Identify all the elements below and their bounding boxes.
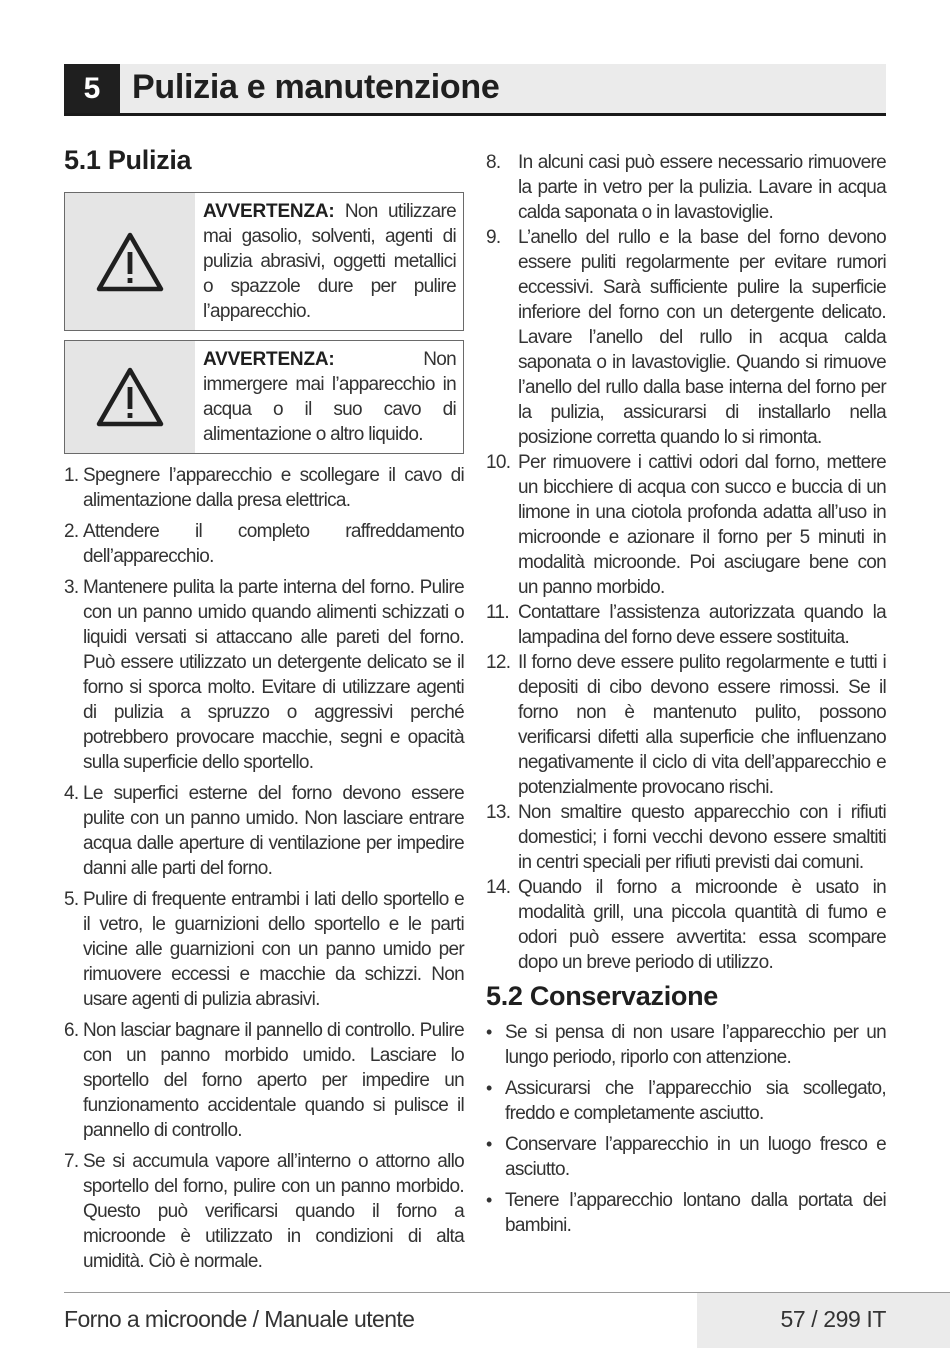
- warning-label: AVVERTENZA:: [203, 349, 335, 370]
- item-number: 7.: [64, 1151, 79, 1172]
- left-column: [64, 145, 464, 1274]
- bullet-icon: •: [486, 1134, 492, 1154]
- warning-text: [195, 341, 463, 453]
- chapter-number: 5: [64, 64, 120, 113]
- item-text: Il forno deve essere pulito regolarmente e tutti i depositi di cibo devono essere rimossi. Se il forno non è mantenuto pulito, possono verificarsi difetti alla superficie che influenzano negativamente il ciclo di vita dell’apparecchio e potenzialmente provocano rischi.: [518, 652, 886, 798]
- list-item: [486, 650, 886, 800]
- chapter-title: Pulizia e manutenzione: [132, 68, 500, 106]
- list-item: [64, 575, 464, 775]
- bullet-icon: •: [486, 1190, 492, 1210]
- list-item: [486, 1188, 886, 1238]
- item-text: Conservare l’apparecchio in un luogo fresco e asciutto.: [505, 1134, 886, 1180]
- item-text: Se si accumula vapore all’interno o attorno allo sportello del forno, pulire con un panno morbido. Questo può verificarsi quando il forno a microonde è utilizzato in condizioni di alta umidità. Ciò è normale.: [83, 1151, 464, 1272]
- chapter-header: [64, 64, 886, 116]
- list-item: [486, 225, 886, 450]
- storage-bullet-list: [486, 1020, 886, 1238]
- footer-document-title: Forno a microonde / Manuale utente: [64, 1306, 415, 1332]
- bullet-icon: •: [486, 1078, 492, 1098]
- warning-box: [64, 340, 464, 454]
- item-text: Per rimuovere i cattivi odori dal forno, mettere un bicchiere di acqua con succo e buccia di un limone in una ciotola profonda adatta all’uso in microonde e azionare il forno per 5 minuti in modalità microonde. Poi asciugare bene con un panno morbido.: [518, 452, 886, 598]
- list-item: [64, 887, 464, 1012]
- item-number: 4.: [64, 783, 79, 804]
- list-item: [486, 600, 886, 650]
- item-number: 10.: [486, 452, 511, 473]
- item-text: Mantenere pulita la parte interna del forno. Pulire con un panno umido quando alimenti schizzati o liquidi versati si attaccano alle pareti del forno. Può essere utilizzato un detergente delicato se il forno si sporca molto. Evitare di utilizzare agenti di pulizia a spruzzo o aggressivi perché potrebbero provocare macchie, segni e opacità sulla superficie dello sportello.: [83, 577, 464, 773]
- item-number: 13.: [486, 802, 511, 823]
- list-item: [486, 150, 886, 225]
- list-item: [64, 1149, 464, 1274]
- item-text: Non lasciar bagnare il pannello di controllo. Pulire con un panno morbido umido. Lasciare lo sportello del forno aperto per impedire un funzionamento accidentale quando si pulisce il pannello di controllo.: [83, 1020, 464, 1141]
- warning-message: Non immergere mai l’apparecchio in acqua o il suo cavo di alimentazione o altro liquido.: [203, 349, 456, 445]
- item-text: Pulire di frequente entrambi i lati dello sportello e il vetro, le guarnizioni dello sportello e le parti vicine alle guarnizioni con un panno umido per rimuovere eccessi e macchie da schizzi. Non usare agenti di pulizia abrasivi.: [83, 889, 464, 1010]
- item-text: Spegnere l’apparecchio e scollegare il cavo di alimentazione dalla presa elettrica.: [83, 465, 464, 511]
- list-item: [64, 519, 464, 569]
- item-number: 9.: [486, 227, 501, 248]
- item-number: 5.: [64, 889, 79, 910]
- item-number: 8.: [486, 152, 501, 173]
- list-item: [64, 463, 464, 513]
- cleaning-steps-list-continued: [486, 150, 886, 975]
- right-column: [486, 150, 886, 1244]
- list-item: [486, 1076, 886, 1126]
- item-text: Non smaltire questo apparecchio con i rifiuti domestici; i forni vecchi devono essere smaltiti in centri speciali per rifiuti previsti dai comuni.: [518, 802, 886, 873]
- warning-triangle-icon: [65, 341, 195, 453]
- item-text: L’anello del rullo e la base del forno devono essere puliti regolarmente per evitare rumori eccessivi. Sarà sufficiente pulire la superficie inferiore del forno con un detergente delicato. Lavare l’anello del rullo in acqua calda saponata o in lavastoviglie. Quando si rimuove l’anello del rullo dalla base interna del forno per la pulizia, assicurarsi di installarlo nella posizione corretta quando lo si rimonta.: [518, 227, 886, 448]
- item-number: 6.: [64, 1020, 79, 1041]
- warning-message: Non utilizzare mai gasolio, solventi, agenti di pulizia abrasivi, oggetti metallici o spazzole dure per pulire l’apparecchio.: [203, 201, 456, 322]
- item-text: Contattare l’assistenza autorizzata quando la lampadina del forno deve essere sostituita.: [518, 602, 886, 648]
- item-text: Tenere l’apparecchio lontano dalla portata dei bambini.: [505, 1190, 886, 1236]
- item-text: Quando il forno a microonde è usato in modalità grill, una piccola quantità di fumo e odori può essere avvertita: essa scompare dopo un breve periodo di utilizzo.: [518, 877, 886, 973]
- item-number: 12.: [486, 652, 511, 673]
- warning-box: [64, 192, 464, 331]
- item-text: Assicurarsi che l’apparecchio sia scollegato, freddo e completamente asciutto.: [505, 1078, 886, 1124]
- list-item: [486, 1132, 886, 1182]
- item-text: Attendere il completo raffreddamento dell’apparecchio.: [83, 521, 464, 567]
- bullet-icon: •: [486, 1022, 492, 1042]
- list-item: [486, 450, 886, 600]
- item-text: In alcuni casi può essere necessario rimuovere la parte in vetro per la pulizia. Lavare in acqua calda saponata o in lavastoviglie.: [518, 152, 886, 223]
- warning-text: [195, 193, 463, 330]
- item-number: 14.: [486, 877, 511, 898]
- warning-label: AVVERTENZA:: [203, 201, 335, 222]
- cleaning-steps-list: [64, 463, 464, 1274]
- item-number: 2.: [64, 521, 79, 542]
- warning-triangle-icon: [65, 193, 195, 330]
- section-title-storage: 5.2 Conservazione: [486, 981, 718, 1011]
- item-text: Se si pensa di non usare l’apparecchio per un lungo periodo, riporlo con attenzione.: [505, 1022, 886, 1068]
- list-item: [486, 875, 886, 975]
- list-item: [486, 800, 886, 875]
- item-number: 3.: [64, 577, 79, 598]
- footer-page-number: 57 / 299 IT: [780, 1306, 886, 1332]
- list-item: [64, 781, 464, 881]
- list-item: [486, 1020, 886, 1070]
- item-number: 11.: [486, 602, 509, 623]
- list-item: [64, 1018, 464, 1143]
- item-text: Le superfici esterne del forno devono essere pulite con un panno umido. Non lasciare entrare acqua dalle aperture di ventilazione per impedire danni alle parti del forno.: [83, 783, 464, 879]
- item-number: 1.: [64, 465, 79, 486]
- section-title-cleaning: 5.1 Pulizia: [64, 145, 192, 175]
